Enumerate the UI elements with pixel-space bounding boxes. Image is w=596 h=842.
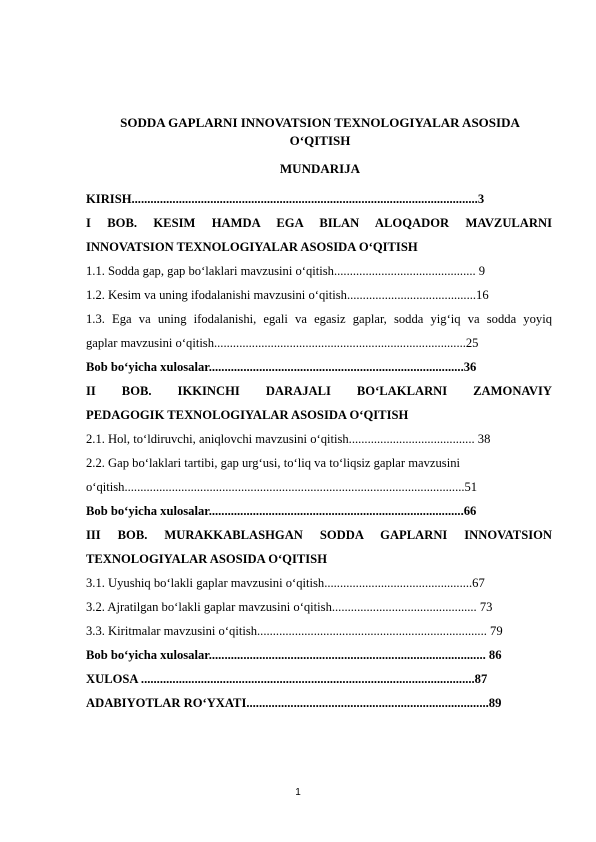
document-title <box>86 114 554 150</box>
toc-entry: XULOSA ..........................................................................................................87 <box>86 672 488 686</box>
document-title-line-2: O‘QITISH <box>289 133 351 148</box>
toc-entry: 3.2. Ajratilgan bo‘lakli gaplar mavzusini o‘qitish.............................................. 73 <box>86 600 493 614</box>
toc-entry: KIRISH..............................................................................................................3 <box>86 192 485 206</box>
toc-entry: 1.1. Sodda gap, gap bo‘laklari mavzusini o‘qitish............................................. 9 <box>86 264 486 278</box>
toc-entry: Bob bo‘yicha xulosalar.................................................................................66 <box>86 504 477 518</box>
toc-entry: 1.3. Ega va uning ifodalanishi, egali va egasiz gaplar, sodda yig‘iq va sodda yoyiq <box>86 312 552 326</box>
toc-entry: Bob bo‘yicha xulosalar........................................................................................ 86 <box>86 648 502 662</box>
toc-heading: MUNDARIJA <box>279 161 361 176</box>
toc-entry: 3.3. Kiritmalar mavzusini o‘qitish......................................................................... 79 <box>86 624 503 638</box>
page-number: 1 <box>295 787 301 798</box>
toc-entry: INNOVATSION TEXNOLOGIYALAR ASOSIDA O‘QITISH <box>86 240 418 254</box>
toc-entry: TEXNOLOGIYALAR ASOSIDA O‘QITISH <box>86 552 327 566</box>
toc-entry: o‘qitish............................................................................................................51 <box>86 480 478 494</box>
toc-entry: gaplar mavzusini o‘qitish................................................................................25 <box>86 336 479 350</box>
toc-entry: ADABIYOTLAR RO‘YXATI.............................................................................89 <box>86 696 502 710</box>
toc-entry: Bob bo‘yicha xulosalar.................................................................................36 <box>86 360 477 374</box>
document-title-line-1: SODDA GAPLARNI INNOVATSION TEXNOLOGIYALAR ASOSIDA <box>120 115 520 130</box>
toc-entry: II BOB. IKKINCHI DARAJALI BO‘LAKLARNI ZAMONAVIY <box>86 384 552 398</box>
table-of-contents <box>86 187 552 715</box>
toc-entry: PEDAGOGIK TEXNOLOGIYALAR ASOSIDA O‘QITISH <box>86 408 409 422</box>
toc-entry: 2.1. Hol, to‘ldiruvchi, aniqlovchi mavzusini o‘qitish........................................ 38 <box>86 432 491 446</box>
toc-entry: I BOB. KESIM HAMDA EGA BILAN ALOQADOR MAVZULARNI <box>86 216 552 230</box>
toc-entry: 1.2. Kesim va uning ifodalanishi mavzusini o‘qitish.........................................16 <box>86 288 489 302</box>
toc-entry: 2.2. Gap bo‘laklari tartibi, gap urg‘usi, to‘liq va to‘liqsiz gaplar mavzusini <box>86 456 460 470</box>
toc-entry: 3.1. Uyushiq bo‘lakli gaplar mavzusini o‘qitish...............................................67 <box>86 576 485 590</box>
toc-entry: III BOB. MURAKKABLASHGAN SODDA GAPLARNI INNOVATSION <box>86 528 552 542</box>
